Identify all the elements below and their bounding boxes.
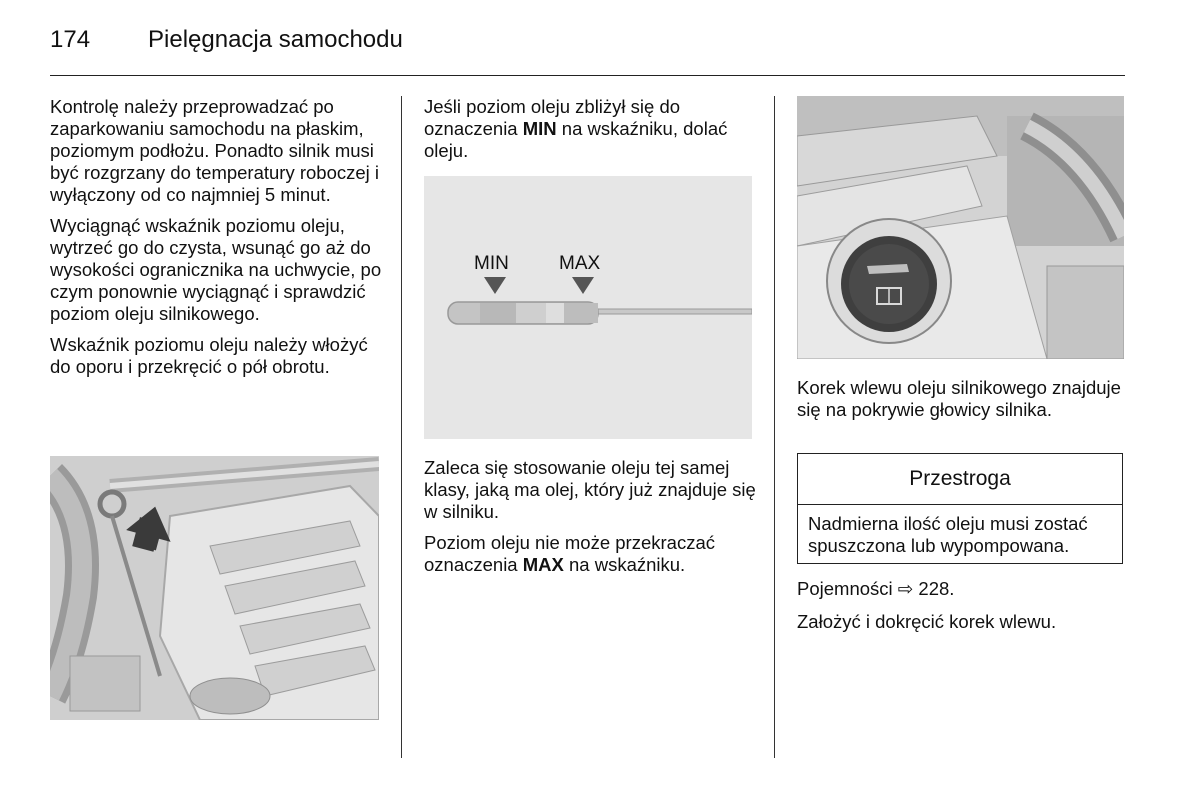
dipstick-min-label: MIN [474, 253, 509, 274]
engine-dipstick-photo [50, 456, 379, 720]
paragraph-dipstick-procedure: Wyciągnąć wskaźnik poziomu oleju, wytrzeć go do czysta, wsunąć go aż do wysokości ogranicznika na uchwycie, po czym ponownie wyciągnąć i sprawdzić poziom oleju silnikowego. [50, 215, 382, 324]
paragraph-fit-cap: Założyć i dokręcić korek wlewu. [797, 611, 1057, 632]
text-max-bold: MAX [522, 554, 564, 575]
warning-box [797, 453, 1123, 564]
dipstick-illustration [424, 176, 752, 439]
paragraph-min-level [424, 96, 759, 162]
column-divider-1 [401, 96, 402, 758]
text-max-b: na wskaźniku. [563, 554, 686, 575]
paragraph-dipstick-insert: Wskaźnik poziomu oleju należy włożyć do oporu i przekręcić o pół obrotu. [50, 334, 368, 377]
dipstick-max-label: MAX [559, 253, 601, 274]
warning-title: Przestroga [798, 454, 1122, 505]
paragraph-max-level [424, 532, 759, 576]
page-number: 174 [50, 26, 91, 53]
paragraph-capacity-reference: Pojemności ⇨ 228. [797, 578, 955, 599]
text-min-bold: MIN [522, 118, 557, 139]
paragraph-oil-class: Zaleca się stosowanie oleju tej samej klasy, jaką ma olej, który już znajduje się w silniku. [424, 457, 756, 522]
text-max-a: Poziom oleju nie może przekraczać oznaczenia [424, 532, 715, 575]
text-min-b: na wskaźniku, dolać oleju. [424, 118, 728, 161]
dipstick-svg [424, 176, 752, 439]
column-1 [50, 96, 390, 387]
paragraph-oil-cap-caption: Korek wlewu oleju silnikowego znajduje się na pokrywie głowicy silnika. [797, 377, 1121, 420]
text-min-a: Jeśli poziom oleju zbliżył się do oznaczenia [424, 96, 681, 139]
column-2 [424, 96, 759, 171]
column-3 [797, 377, 1127, 430]
column-3-lower [797, 578, 1127, 642]
page-title: Pielęgnacja samochodu [148, 26, 403, 53]
header-rule [50, 75, 1125, 76]
column-divider-2 [774, 96, 775, 758]
column-2-lower [424, 457, 759, 585]
paragraph-check-conditions: Kontrolę należy przeprowadzać po zaparkowaniu samochodu na płaskim, poziomym podłożu. Ponadto silnik musi być rozgrzany do temperatury roboczej i wyłączony od co najmniej 5 minut. [50, 96, 380, 205]
oil-cap-photo [797, 96, 1124, 359]
warning-text: Nadmierna ilość oleju musi zostać spuszczona lub wypompowana. [808, 513, 1088, 556]
